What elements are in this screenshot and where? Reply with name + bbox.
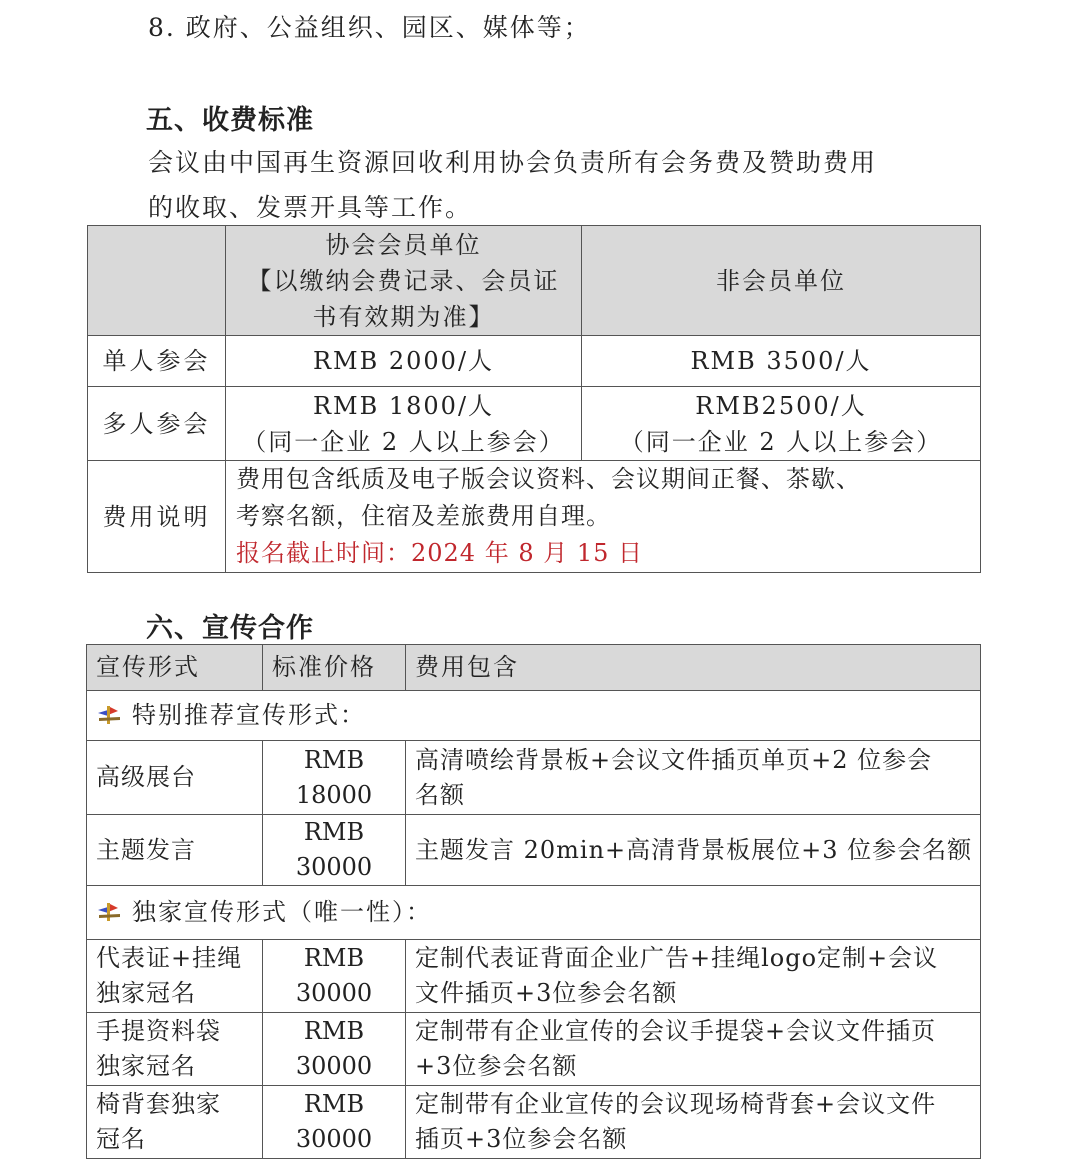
fee-header-empty xyxy=(88,226,226,336)
fee-member-price-value: RMB 1800/人 xyxy=(312,391,495,420)
promo-price: RMB 30000 xyxy=(263,1086,406,1159)
fee-row-note xyxy=(88,461,981,573)
promo-header-form: 宣传形式 xyxy=(87,645,263,691)
fee-note-label: 费用说明 xyxy=(88,461,226,573)
promo-row xyxy=(87,741,981,815)
promo-form xyxy=(87,1086,263,1159)
promo-includes-line2: 插页+3位参会名额 xyxy=(415,1125,628,1153)
promo-includes xyxy=(406,940,981,1013)
member-header-line2: 【以缴纳会费记录、会员证 xyxy=(247,266,560,295)
promo-row xyxy=(87,1013,981,1086)
fee-nonmember-price xyxy=(582,387,981,461)
fee-header-member xyxy=(226,226,582,336)
promo-header-price: 标准价格 xyxy=(263,645,406,691)
promo-header-row xyxy=(87,645,981,691)
fee-note xyxy=(226,461,981,573)
promo-includes xyxy=(406,741,981,815)
fee-nonmember-price-note: （同一企业 2 人以上参会） xyxy=(619,427,943,456)
promo-form-line1: 椅背套独家 xyxy=(96,1090,221,1118)
fee-row-multi xyxy=(88,387,981,461)
section5-para-line1: 会议由中国再生资源回收利用协会负责所有会务费及赞助费用 xyxy=(148,148,878,177)
promo-row xyxy=(87,940,981,1013)
promo-price: RMB 30000 xyxy=(263,940,406,1013)
promo-row xyxy=(87,815,981,886)
fee-header-nonmember: 非会员单位 xyxy=(582,226,981,336)
promo-form xyxy=(87,1013,263,1086)
promo-includes-line1: 定制带有企业宣传的会议手提袋+会议文件插页 xyxy=(415,1017,937,1045)
fee-row-single xyxy=(88,336,981,387)
promo-group2 xyxy=(87,886,981,940)
fee-note-line1: 费用包含纸质及电子版会议资料、会议期间正餐、茶歇、 xyxy=(236,465,861,493)
promo-includes-line1: 定制代表证背面企业广告+挂绳logo定制+会议 xyxy=(415,944,939,972)
promo-includes-line1: 定制带有企业宣传的会议现场椅背套+会议文件 xyxy=(415,1090,937,1118)
promo-includes-line1: 高清喷绘背景板+会议文件插页单页+2 位参会 xyxy=(415,745,933,774)
promo-row xyxy=(87,1086,981,1159)
promo-form-line2: 独家冠名 xyxy=(96,979,196,1007)
promo-form xyxy=(87,940,263,1013)
member-header-line1: 协会会员单位 xyxy=(325,230,482,259)
fee-row-label: 单人参会 xyxy=(88,336,226,387)
member-header-line3: 书有效期为准】 xyxy=(312,302,495,331)
promo-includes-line2: 文件插页+3位参会名额 xyxy=(415,979,678,1007)
flag-bullet-icon xyxy=(96,704,122,726)
promo-form-line2: 冠名 xyxy=(96,1125,146,1153)
promo-group1-row xyxy=(87,691,981,741)
fee-header-row xyxy=(88,226,981,336)
promo-includes-line2: +3位参会名额 xyxy=(415,1052,578,1080)
fee-note-line2: 考察名额，住宿及差旅费用自理。 xyxy=(236,502,611,530)
fee-table xyxy=(87,225,981,573)
promo-includes xyxy=(406,1013,981,1086)
fee-member-price xyxy=(226,387,582,461)
fee-member-price-note: （同一企业 2 人以上参会） xyxy=(242,427,565,456)
promo-price: RMB 30000 xyxy=(263,815,406,886)
section6-title: 六、宣传合作 xyxy=(146,613,314,644)
promo-group2-row xyxy=(87,886,981,940)
promo-includes xyxy=(406,1086,981,1159)
promo-header-includes: 费用包含 xyxy=(406,645,981,691)
promo-group2-title: 独家宣传形式（唯一性）： xyxy=(132,898,432,926)
intro-line: 8. 政府、公益组织、园区、媒体等； xyxy=(148,13,591,42)
promo-includes: 主题发言 20min+高清背景板展位+3 位参会名额 xyxy=(406,815,981,886)
section5-para-line2: 的收取、发票开具等工作。 xyxy=(148,193,473,222)
promo-form-line2: 独家冠名 xyxy=(96,1052,196,1080)
promo-form: 高级展台 xyxy=(87,741,263,815)
registration-deadline: 报名截止时间：2024 年 8 月 15 日 xyxy=(236,539,644,567)
fee-nonmember-price: RMB 3500/人 xyxy=(582,336,981,387)
fee-member-price: RMB 2000/人 xyxy=(226,336,582,387)
promo-group1-title: 特别推荐宣传形式： xyxy=(132,701,366,729)
promo-form-line1: 代表证+挂绳 xyxy=(96,944,243,972)
promo-form-line1: 手提资料袋 xyxy=(96,1017,221,1045)
promo-table xyxy=(86,644,981,1159)
promo-includes-line2: 名额 xyxy=(415,780,465,809)
promo-price: RMB 18000 xyxy=(263,741,406,815)
fee-nonmember-price-value: RMB2500/人 xyxy=(695,391,867,420)
promo-form: 主题发言 xyxy=(87,815,263,886)
fee-row-label: 多人参会 xyxy=(88,387,226,461)
promo-group1 xyxy=(87,691,981,741)
section5-title: 五、收费标准 xyxy=(146,105,314,136)
flag-bullet-icon xyxy=(96,901,122,923)
promo-price: RMB 30000 xyxy=(263,1013,406,1086)
